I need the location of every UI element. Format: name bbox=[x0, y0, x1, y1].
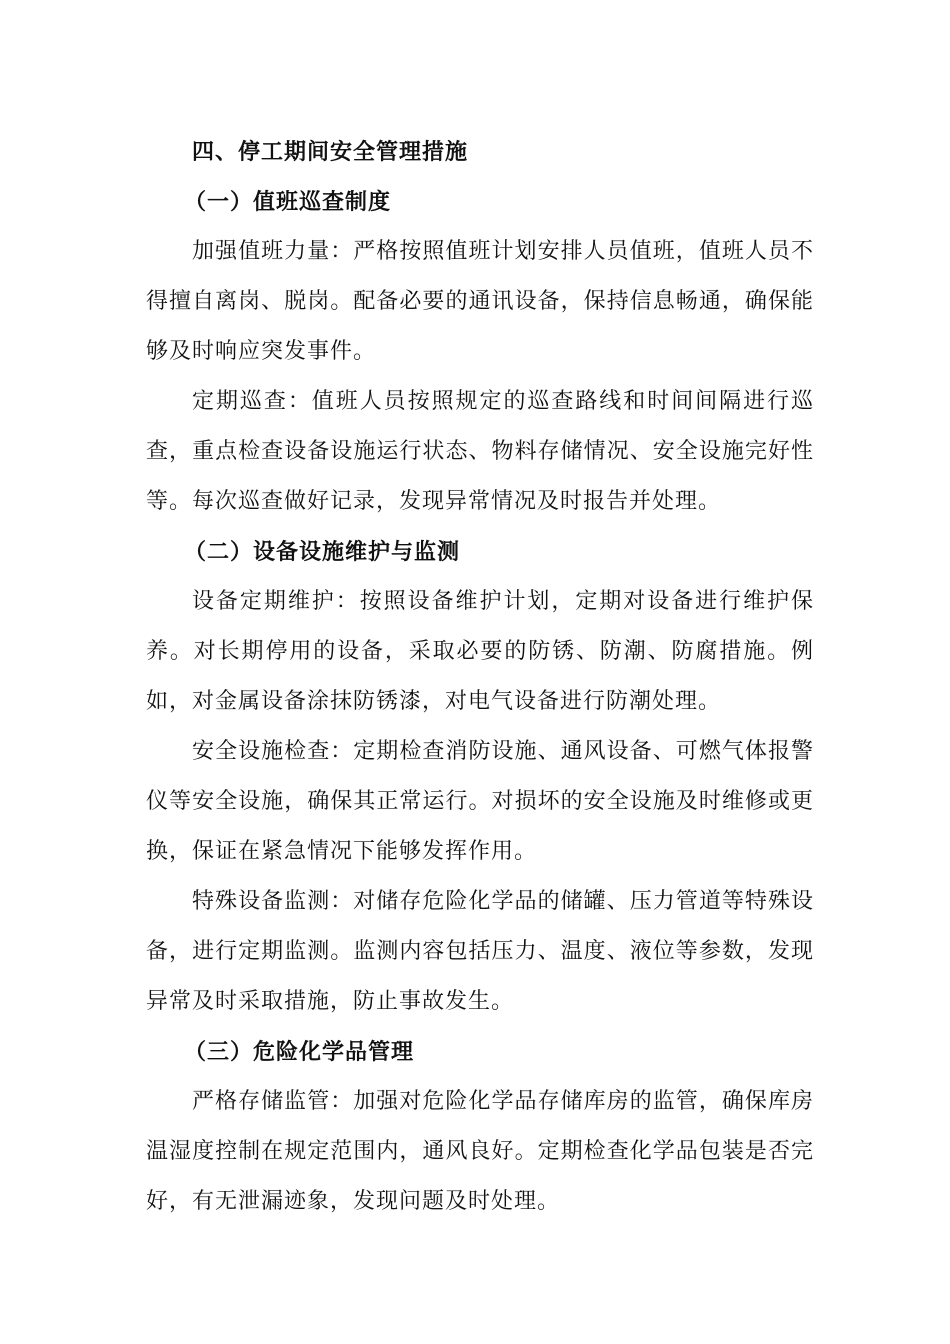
subsection-title-3: （三）危险化学品管理 bbox=[184, 1039, 415, 1065]
paragraph-regular-patrol: 定期巡查：值班人员按照规定的巡查路线和时间间隔进行巡查，重点检查设备设施运行状态、物料存储情况、安全设施完好性等。每次巡查做好记录，发现异常情况及时报告并处理。 bbox=[146, 389, 814, 514]
section-title: 四、停工期间安全管理措施 bbox=[192, 139, 469, 165]
paragraph-safety-facility-check: 安全设施检查：定期检查消防设施、通风设备、可燃气体报警仪等安全设施，确保其正常运行。对损坏的安全设施及时维修或更换，保证在紧急情况下能够发挥作用。 bbox=[146, 739, 814, 864]
paragraph-equipment-maintenance: 设备定期维护：按照设备维护计划，定期对设备进行维护保养。对长期停用的设备，采取必要的防锈、防潮、防腐措施。例如，对金属设备涂抹防锈漆，对电气设备进行防潮处理。 bbox=[146, 589, 814, 714]
subsection-title-2: （二）设备设施维护与监测 bbox=[184, 539, 461, 565]
paragraph-strengthen-duty: 加强值班力量：严格按照值班计划安排人员值班，值班人员不得擅自离岗、脱岗。配备必要的通讯设备，保持信息畅通，确保能够及时响应突发事件。 bbox=[146, 239, 814, 364]
subsection-title-1: （一）值班巡查制度 bbox=[184, 189, 392, 215]
paragraph-strict-storage-supervision: 严格存储监管：加强对危险化学品存储库房的监管，确保库房温湿度控制在规定范围内，通风良好。定期检查化学品包装是否完好，有无泄漏迹象，发现问题及时处理。 bbox=[146, 1089, 814, 1214]
paragraph-special-equipment-monitoring: 特殊设备监测：对储存危险化学品的储罐、压力管道等特殊设备，进行定期监测。监测内容包括压力、温度、液位等参数，发现异常及时采取措施，防止事故发生。 bbox=[146, 889, 814, 1014]
